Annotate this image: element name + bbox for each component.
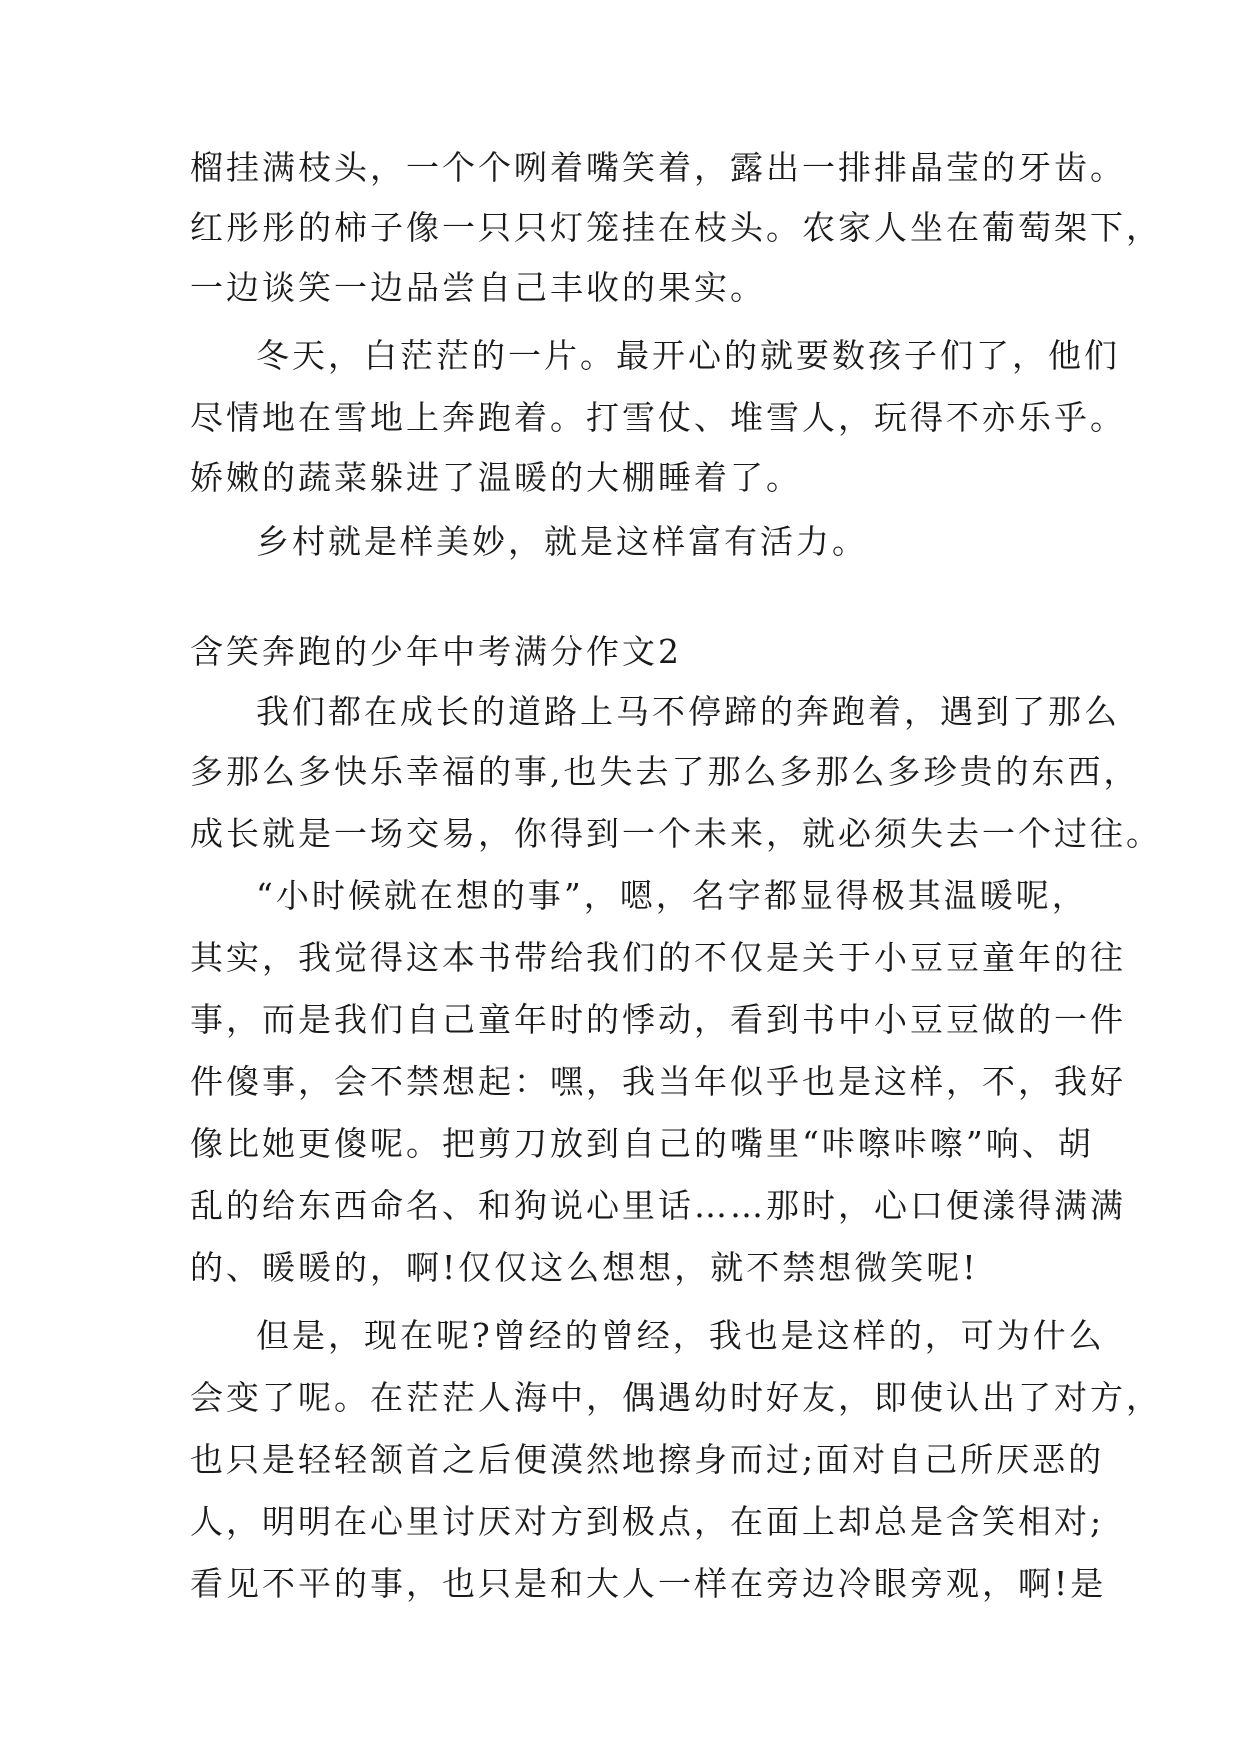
paragraph-first-line: 乡村就是样美妙，就是这样富有活力。 [256,522,868,561]
text-line: 成长就是一场交易，你得到一个未来，就必须失去一个过往。 [190,814,1162,853]
text-line: 件傻事，会不禁想起：嘿，我当年似乎也是这样，不，我好 [190,1062,1126,1101]
text-line: 像比她更傻呢。把剪刀放到自己的嘴里“咔嚓咔嚓”响、胡 [190,1124,1094,1163]
text-line: 会变了呢。在茫茫人海中，偶遇幼时好友，即使认出了对方， [190,1378,1162,1417]
paragraph-first-line: 冬天，白茫茫的一片。最开心的就要数孩子们了，他们 [256,336,1120,375]
text-line: 其实，我觉得这本书带给我们的不仅是关于小豆豆童年的往 [190,938,1126,977]
text-line: 乱的给东西命名、和狗说心里话……那时，心口便漾得满满 [190,1186,1126,1225]
text-line: 多那么多快乐幸福的事,也失去了那么多那么多珍贵的东西， [190,752,1140,791]
text-line: 一边谈笑一边品尝自己丰收的果实。 [190,268,766,307]
text-line: 娇嫩的蔬菜躲进了温暖的大棚睡着了。 [190,458,802,497]
text-line: 尽情地在雪地上奔跑着。打雪仗、堆雪人，玩得不亦乐乎。 [190,398,1126,437]
paragraph-first-line: 我们都在成长的道路上马不停蹄的奔跑着，遇到了那么 [256,692,1120,731]
paragraph-first-line: 但是，现在呢?曾经的曾经，我也是这样的，可为什么 [256,1316,1105,1355]
text-line: 的、暖暖的，啊!仅仅这么想想，就不禁想微笑呢! [190,1248,979,1287]
text-line: 红彤彤的柿子像一只只灯笼挂在枝头。农家人坐在葡萄架下， [190,208,1162,247]
paragraph-first-line: “小时候就在想的事”，嗯，名字都显得极其温暖呢， [256,876,1088,915]
essay-title: 含笑奔跑的少年中考满分作文2 [190,632,682,671]
text-line: 人，明明在心里讨厌对方到极点，在面上却总是含笑相对; [190,1502,1105,1541]
text-line: 也只是轻轻颔首之后便漠然地擦身而过;面对自己所厌恶的 [190,1440,1105,1479]
text-line: 榴挂满枝头，一个个咧着嘴笑着，露出一排排晶莹的牙齿。 [190,148,1126,187]
text-line: 看见不平的事，也只是和大人一样在旁边冷眼旁观，啊!是 [190,1564,1107,1603]
text-line: 事，而是我们自己童年时的悸动，看到书中小豆豆做的一件 [190,1000,1126,1039]
